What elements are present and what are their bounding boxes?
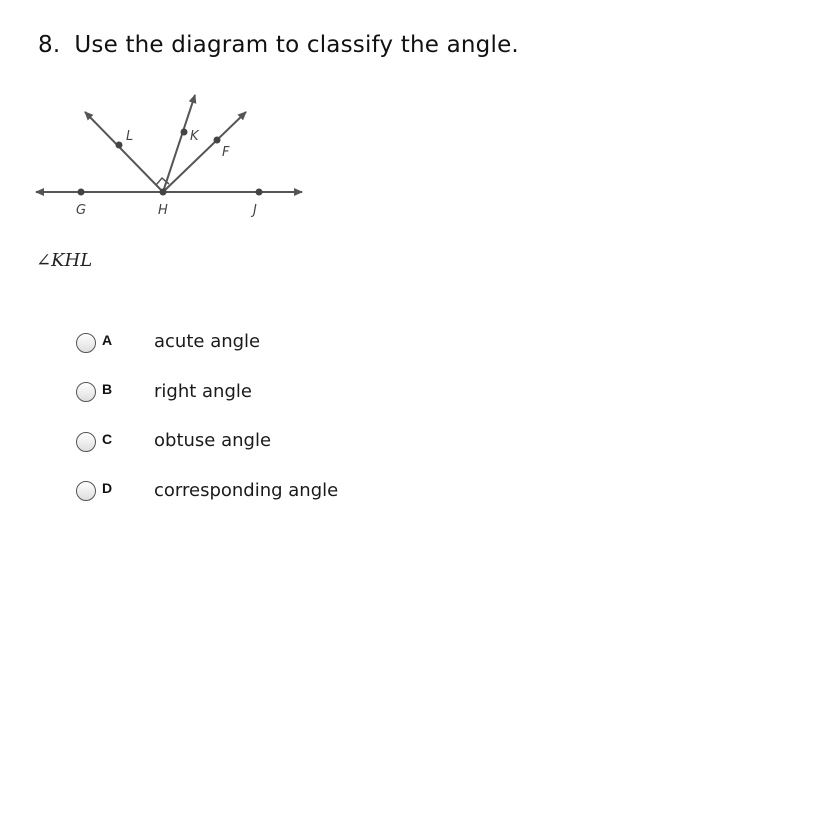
option-text: acute angle	[154, 331, 261, 353]
label-h: H	[158, 203, 168, 218]
option-b[interactable]	[76, 368, 576, 418]
angle-diagram	[30, 88, 320, 228]
radio-button-a[interactable]	[76, 333, 96, 353]
radio-button-c[interactable]	[76, 432, 96, 452]
point-k	[181, 129, 188, 136]
angle-name: ∠KHL	[36, 250, 93, 271]
answer-options	[76, 318, 576, 516]
question-text: Use the diagram to classify the angle.	[74, 32, 519, 58]
question-header	[38, 32, 519, 58]
option-a[interactable]	[76, 318, 576, 368]
label-l: L	[126, 129, 134, 144]
option-d[interactable]	[76, 467, 576, 517]
option-c[interactable]	[76, 417, 576, 467]
point-f	[214, 137, 221, 144]
option-text: right angle	[154, 380, 252, 402]
question-number: 8.	[38, 32, 61, 58]
point-l	[116, 142, 123, 149]
radio-button-d[interactable]	[76, 481, 96, 501]
option-letter: C	[102, 430, 113, 447]
option-letter: B	[102, 381, 113, 398]
ray-hl	[85, 112, 163, 192]
option-text: corresponding angle	[154, 479, 339, 501]
option-text: obtuse angle	[154, 430, 272, 452]
point-j	[256, 189, 263, 196]
label-k: K	[190, 129, 199, 144]
option-letter: D	[102, 480, 113, 497]
label-g: G	[76, 203, 87, 218]
label-j: J	[253, 203, 257, 218]
option-letter: A	[102, 331, 113, 348]
label-f: F	[222, 145, 230, 160]
point-h	[160, 189, 167, 196]
radio-button-b[interactable]	[76, 382, 96, 402]
point-g	[78, 189, 85, 196]
